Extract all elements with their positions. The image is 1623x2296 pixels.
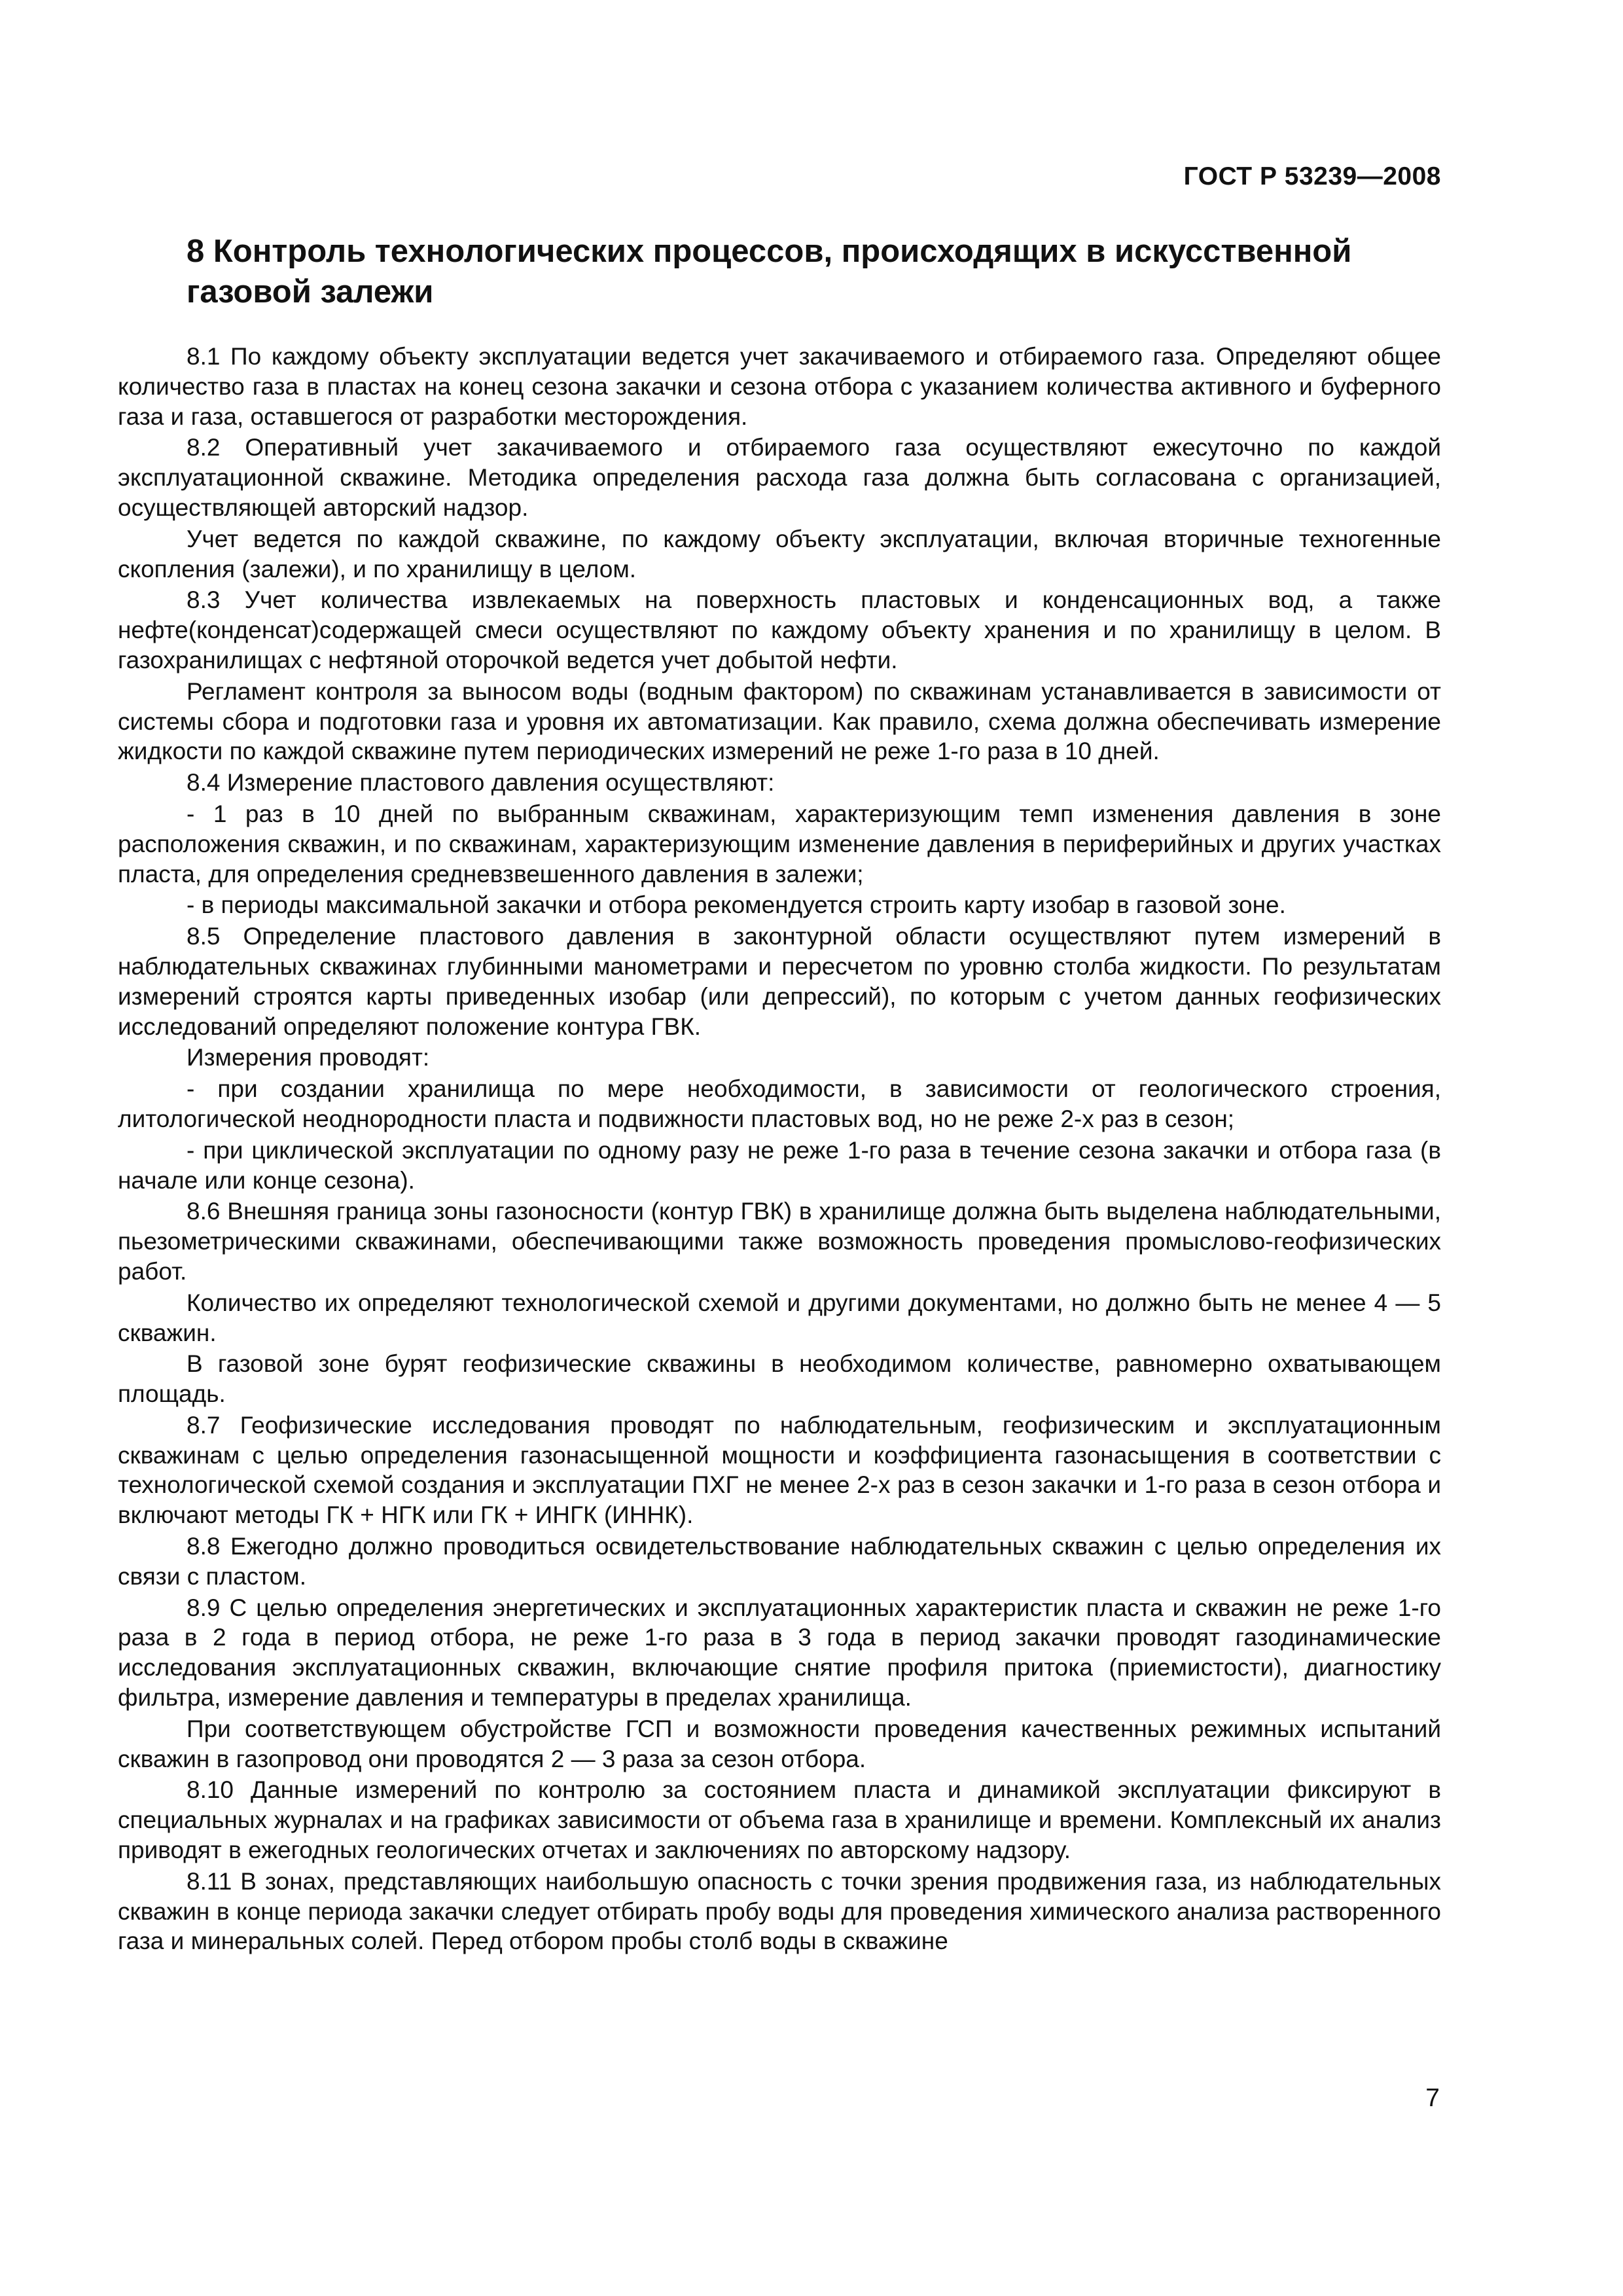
section-body xyxy=(118,342,1441,1958)
paragraph: Регламент контроля за выносом воды (водным фактором) по скважинам устанавливается в зависимости от системы сбора и подготовки газа и уровня их автоматизации. Как правило, схема должна обеспечивать измерение жидкости по каждой скважине путем периодических измерений не реже 1-го раза в 10 дней. xyxy=(118,677,1441,765)
paragraph: Количество их определяют технологической схемой и другими документами, но должно быть не менее 4 — 5 скважин. xyxy=(118,1289,1441,1346)
paragraph-8-4: 8.4 Измерение пластового давления осуществляют: xyxy=(187,769,775,797)
paragraph: Измерения проводят: xyxy=(187,1044,430,1071)
paragraph: В газовой зоне бурят геофизические скважины в необходимом количестве, равномерно охватывающем площадь. xyxy=(118,1350,1441,1408)
paragraph-8-9: 8.9 С целью определения энергетических и эксплуатационных характеристик пласта и скважин не реже 1-го раза в 2 года в период отбора, не реже 1-го раза в 3 года в период закачки проводят газодинамические исследования эксплуатационных скважин, включающие снятие профиля притока (приемистости), диагностику фильтра, измерение давления и температуры в пределах хранилища. xyxy=(118,1594,1441,1712)
paragraph-8-10: 8.10 Данные измерений по контролю за состоянием пласта и динамикой эксплуатации фиксируют в специальных журналах и на графиках зависимости от объема газа в хранилище и времени. Комплексный их анализ приводят в ежегодных геологических отчетах и заключениях по авторскому надзору. xyxy=(118,1776,1441,1864)
paragraph-8-1: 8.1 По каждому объекту эксплуатации ведется учет закачиваемого и отбираемого газа. Определяют общее количество газа в пластах на конец сезона закачки и сезона отбора с указанием количества активного и буферного газа и газа, оставшегося от разработки месторождения. xyxy=(118,343,1441,430)
paragraph: Учет ведется по каждой скважине, по каждому объекту эксплуатации, включая вторичные техногенные скопления (залежи), и по хранилищу в целом. xyxy=(118,525,1441,583)
paragraph-8-2: 8.2 Оперативный учет закачиваемого и отбираемого газа осуществляют ежесуточно по каждой эксплуатационной скважине. Методика определения расхода газа должна быть согласована с организацией, осуществляющей авторский надзор. xyxy=(118,434,1441,521)
paragraph-8-3: 8.3 Учет количества извлекаемых на поверхность пластовых и конденсационных вод, а также нефте(конденсат)содержащей смеси осуществляют по каждому объекту хранения и по хранилищу в целом. В газохранилищах с нефтяной оторочкой ведется учет добытой нефти. xyxy=(118,586,1441,673)
list-item: - 1 раз в 10 дней по выбранным скважинам, характеризующим темп изменения давления в зоне расположения скважин, и по скважинам, характеризующим изменение давления в периферийных и других участках пласта, для определения средневзвешенного давления в залежи; xyxy=(118,800,1441,888)
paragraph-8-8: 8.8 Ежегодно должно проводиться освидетельствование наблюдательных скважин с целью определения их связи с пластом. xyxy=(118,1533,1441,1590)
standard-number: ГОСТ Р 53239—2008 xyxy=(1183,162,1441,190)
paragraph-8-6: 8.6 Внешняя граница зоны газоносности (контур ГВК) в хранилище должна быть выделена наблюдательными, пьезометрическими скважинами, обеспечивающими также возможность проведения промыслово-геофизических работ. xyxy=(118,1198,1441,1285)
section-title: 8 Контроль технологических процессов, происходящих в искусственной газовой залежи xyxy=(187,234,1352,310)
paragraph: При соответствующем обустройстве ГСП и возможности проведения качественных режимных испытаний скважин в газопровод они проводятся 2 — 3 раза за сезон отбора. xyxy=(118,1715,1441,1772)
paragraph-8-11: 8.11 В зонах, представляющих наибольшую опасность с точки зрения продвижения газа, из наблюдательных скважин в конце периода закачки следует отбирать пробу воды для проведения химического анализа растворенного газа и минеральных солей. Перед отбором пробы столб воды в скважине xyxy=(118,1867,1441,1955)
list-item: - в периоды максимальной закачки и отбора рекомендуется строить карту изобар в газовой зоне. xyxy=(187,891,1286,919)
list-item: - при создании хранилища по мере необходимости, в зависимости от геологического строения, литологической неоднородности пласта и подвижности пластовых вод, но не реже 2-х раз в сезон; xyxy=(118,1075,1441,1132)
paragraph-8-5: 8.5 Определение пластового давления в законтурной области осуществляют путем измерений в наблюдательных скважинах глубинными манометрами и пересчетом по уровню столба жидкости. По результатам измерений строятся карты приведенных изобар (или депрессий), по которым с учетом данных геофизических исследований определяют положение контура ГВК. xyxy=(118,923,1441,1040)
paragraph-8-7: 8.7 Геофизические исследования проводят по наблюдательным, геофизическим и эксплуатационным скважинам с целью определения газонасыщенной мощности и коэффициента газонасыщения в соответствии с технологической схемой создания и эксплуатации ПХГ не менее 2-х раз в сезон закачки и 1-го раза в сезон отбора и включают методы ГК + НГК или ГК + ИНГК (ИННК). xyxy=(118,1411,1441,1529)
page-number: 7 xyxy=(1425,2084,1440,2112)
list-item: - при циклической эксплуатации по одному разу не реже 1-го раза в течение сезона закачки и отбора газа (в начале или конце сезона). xyxy=(118,1136,1441,1194)
